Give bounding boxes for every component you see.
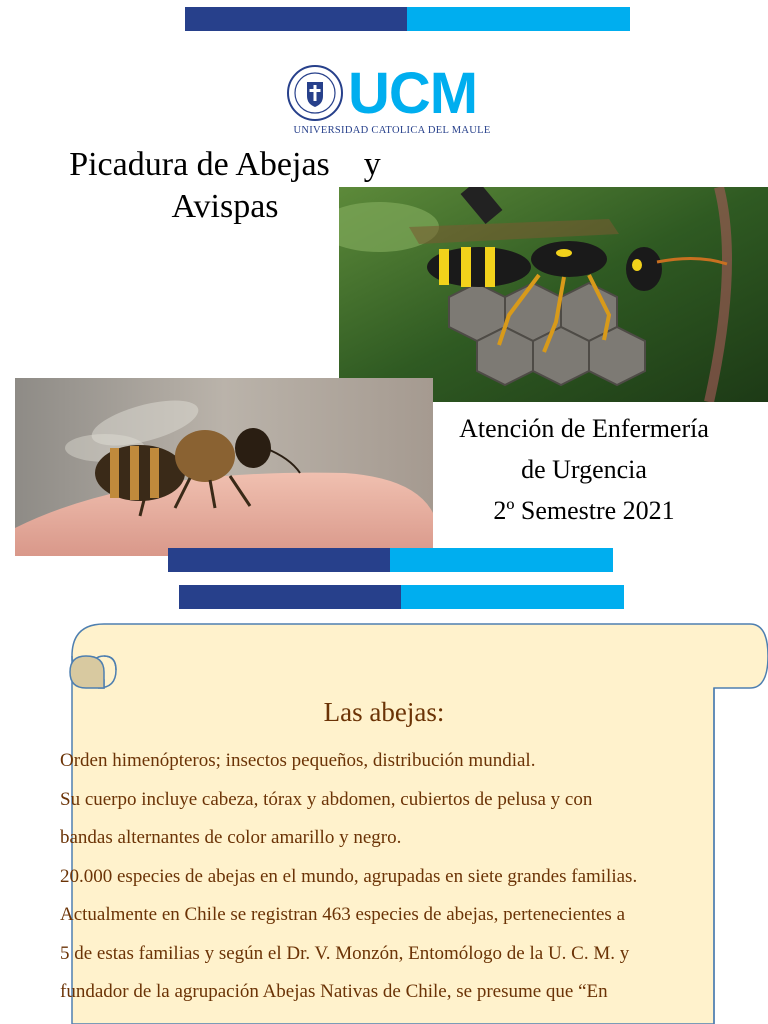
body-line: Orden himenópteros; insectos pequeños, distribución mundial. <box>60 750 536 771</box>
middle-accent-bar-2 <box>179 585 624 609</box>
course-info <box>434 408 734 531</box>
university-seal-icon <box>286 64 344 122</box>
course-line-1: Atención de Enfermería <box>459 414 709 443</box>
body-line: fundador de la agrupación Abejas Nativas de Chile, se presume que “En <box>60 981 608 1002</box>
middle-accent-bar-1 <box>168 548 613 572</box>
section-heading: Las abejas: <box>323 697 445 727</box>
body-line: bandas alternantes de color amarillo y negro. <box>60 827 402 848</box>
body-line: 5 de estas familias y según el Dr. V. Monzón, Entomólogo de la U. C. M. y <box>60 942 630 964</box>
course-line-3: 2º Semestre 2021 <box>493 496 675 525</box>
university-name: UNIVERSIDAD CATOLICA DEL MAULE <box>293 125 491 136</box>
ucm-logo <box>284 62 499 142</box>
top-accent-bar <box>185 7 630 31</box>
body-line: Actualmente en Chile se registran 463 especies de abejas, pertenecientes a <box>60 904 626 925</box>
body-line: 20.000 especies de abejas en el mundo, agrupadas en siete grandes familias. <box>60 865 638 887</box>
title-line-2: Avispas <box>171 188 279 225</box>
bee-photo <box>15 378 433 556</box>
wasp-photo <box>339 187 768 402</box>
section-body <box>60 742 720 1012</box>
course-line-2: de Urgencia <box>521 455 647 484</box>
title-line-1: Picadura de Abejas y <box>69 146 381 183</box>
body-line: Su cuerpo incluye cabeza, tórax y abdomen, cubiertos de pelusa y con <box>60 788 593 810</box>
brand-name: UCM <box>348 61 478 126</box>
